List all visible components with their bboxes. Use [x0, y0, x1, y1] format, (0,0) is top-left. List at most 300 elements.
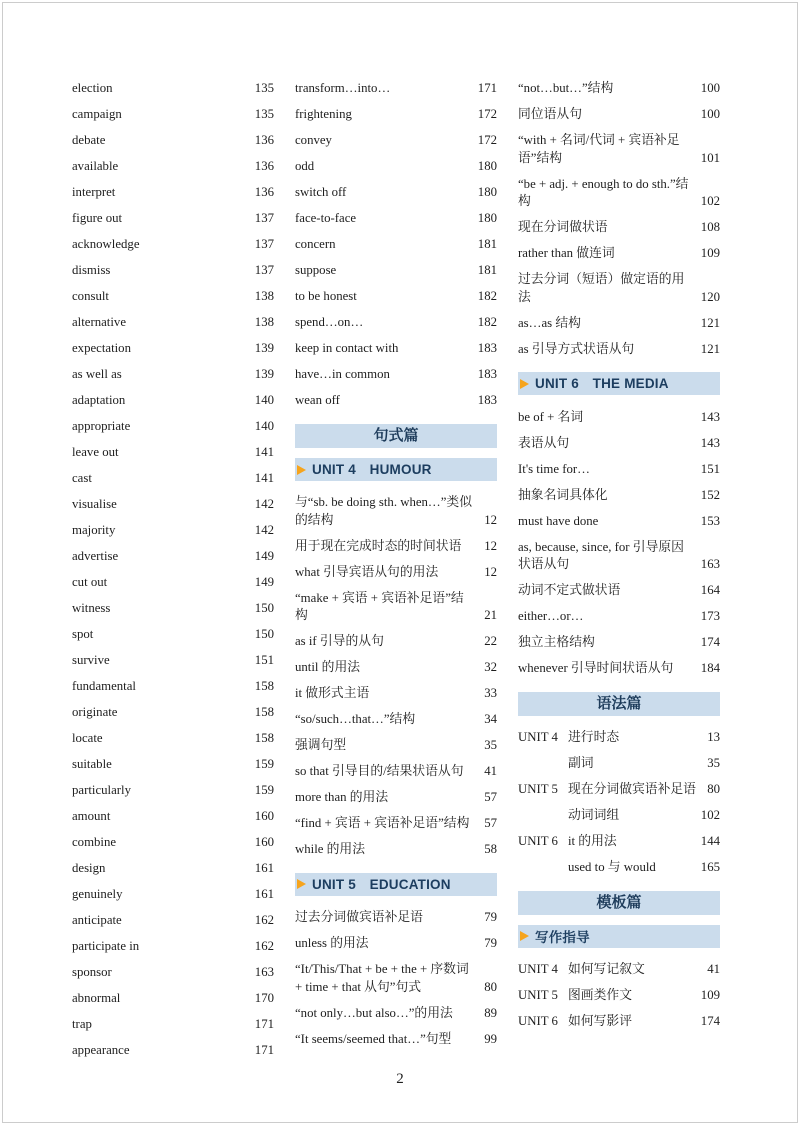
toc-grammar-row: [518, 725, 720, 751]
toc-entry: [295, 957, 497, 1000]
entry-page-number: 158: [254, 705, 274, 720]
section-header: 语法篇: [518, 692, 720, 716]
toc-grammar-row: [518, 957, 720, 983]
entry-page-number: 162: [254, 939, 274, 954]
entry-text: dismiss: [72, 263, 111, 278]
entry-text: consult: [72, 289, 109, 304]
entry-page-number: 13: [707, 729, 720, 744]
entry-page-number: 41: [707, 961, 720, 976]
entry-text: it 的用法: [568, 833, 617, 848]
toc-entry: [72, 908, 274, 934]
entry-page-number: 144: [700, 833, 720, 848]
entry-text: face-to-face: [295, 211, 357, 226]
toc-entry: [518, 171, 720, 214]
entry-text: odd: [295, 159, 315, 174]
toc-entry: [72, 362, 274, 388]
toc-entry: [72, 804, 274, 830]
entry-text: as…as 结构: [518, 315, 581, 330]
entry-text: combine: [72, 835, 117, 850]
unit-header: [518, 372, 720, 395]
entry-page-number: 182: [477, 315, 497, 330]
entry-page-number: 160: [254, 809, 274, 824]
toc-entry: [72, 882, 274, 908]
toc-entry: [295, 232, 497, 258]
entry-text: majority: [72, 523, 116, 538]
entry-page-number: 79: [484, 936, 497, 951]
toc-entry: [295, 785, 497, 811]
entry-page-number: 41: [484, 764, 497, 779]
entry-text: 强调句型: [295, 738, 347, 753]
toc-entry: [72, 336, 274, 362]
entry-text: appearance: [72, 1043, 130, 1058]
entry-text: 过去分词（短语）做定语的用法: [518, 272, 685, 304]
toc-entry: [518, 656, 720, 682]
toc-entry: [72, 492, 274, 518]
entry-text: survive: [72, 653, 110, 668]
entry-text: visualise: [72, 497, 117, 512]
toc-entry: [295, 759, 497, 785]
entry-page-number: 173: [700, 608, 720, 623]
unit-prefix: UNIT 4: [518, 729, 558, 744]
toc-entry: [295, 310, 497, 336]
section-header: 句式篇: [295, 424, 497, 448]
toc-entry: [295, 707, 497, 733]
toc-entry: [518, 630, 720, 656]
entry-text: have…in common: [295, 367, 390, 382]
entry-page-number: 182: [477, 289, 497, 304]
entry-page-number: 181: [477, 237, 497, 252]
entry-text: “be + adj. + enough to do sth.”结构: [518, 176, 689, 209]
entry-page-number: 165: [700, 859, 720, 874]
toc-entry: [295, 1000, 497, 1026]
toc-entry: [72, 622, 274, 648]
entry-text: interpret: [72, 185, 116, 200]
toc-entry: [72, 206, 274, 232]
entry-page-number: 143: [700, 409, 720, 424]
toc-entry: [518, 267, 720, 310]
entry-text: 如何写影评: [568, 1013, 632, 1028]
toc-columns: [72, 76, 720, 1064]
entry-page-number: 101: [700, 150, 720, 165]
entry-page-number: 99: [484, 1031, 497, 1046]
entry-text: particularly: [72, 783, 131, 798]
entry-page-number: 137: [254, 211, 274, 226]
entry-page-number: 139: [254, 341, 274, 356]
entry-page-number: 137: [254, 263, 274, 278]
entry-page-number: 184: [700, 660, 720, 675]
toc-grammar-row: [518, 855, 720, 881]
entry-page-number: 141: [254, 471, 274, 486]
toc-entry: [295, 336, 497, 362]
entry-text: as if 引导的从句: [295, 634, 384, 649]
entry-page-number: 160: [254, 835, 274, 850]
entry-text: advertise: [72, 549, 119, 564]
entry-page-number: 180: [477, 185, 497, 200]
entry-page-number: 161: [254, 861, 274, 876]
entry-page-number: 159: [254, 783, 274, 798]
toc-entry: [518, 482, 720, 508]
entry-text: 同位语从句: [518, 107, 582, 122]
entry-page-number: 151: [700, 461, 720, 476]
toc-grammar-row: [518, 777, 720, 803]
toc-column-1: [72, 76, 274, 1064]
toc-entry: [72, 1012, 274, 1038]
toc-entry: [72, 180, 274, 206]
toc-entry: [295, 681, 497, 707]
toc-entry: [295, 102, 497, 128]
toc-entry: [295, 206, 497, 232]
entry-text: alternative: [72, 315, 126, 330]
toc-entry: [72, 726, 274, 752]
toc-entry: [518, 578, 720, 604]
entry-page-number: 135: [254, 81, 274, 96]
entry-page-number: 135: [254, 107, 274, 122]
entry-text: as, because, since, for 引导原因状语从句: [518, 539, 684, 571]
entry-text: 与“sb. be doing sth. when…”类似的结构: [295, 495, 473, 527]
entry-page-number: 100: [700, 107, 720, 122]
entry-text: suitable: [72, 757, 112, 772]
arrow-icon: [520, 931, 529, 941]
unit-prefix: UNIT 6: [518, 833, 558, 848]
entry-text: sponsor: [72, 965, 112, 980]
toc-entry: [72, 752, 274, 778]
entry-page-number: 174: [700, 634, 720, 649]
entry-text: available: [72, 159, 119, 174]
entry-text: 独立主格结构: [518, 634, 595, 649]
toc-entry: [295, 655, 497, 681]
entry-text: locate: [72, 731, 103, 746]
entry-page-number: 35: [484, 738, 497, 753]
toc-entry: [72, 596, 274, 622]
entry-page-number: 80: [707, 781, 720, 796]
entry-page-number: 163: [254, 965, 274, 980]
entry-page-number: 183: [477, 341, 497, 356]
entry-text: switch off: [295, 185, 347, 200]
toc-entry: [295, 128, 497, 154]
entry-text: suppose: [295, 263, 337, 278]
unit-title: UNIT 6 THE MEDIA: [535, 376, 669, 392]
entry-text: spot: [72, 627, 94, 642]
entry-text: concern: [295, 237, 336, 252]
unit-title: UNIT 4 HUMOUR: [312, 462, 432, 477]
entry-page-number: 164: [700, 582, 720, 597]
toc-column-3: [518, 76, 720, 1064]
entry-page-number: 120: [700, 289, 720, 304]
toc-entry: [72, 414, 274, 440]
entry-text: fundamental: [72, 679, 136, 694]
entry-page-number: 181: [477, 263, 497, 278]
unit-prefix: UNIT 4: [518, 961, 558, 976]
entry-page-number: 150: [254, 601, 274, 616]
entry-text: adaptation: [72, 393, 126, 408]
toc-entry: [518, 310, 720, 336]
toc-entry: [72, 570, 274, 596]
section-header: 模板篇: [518, 891, 720, 915]
toc-entry: [295, 490, 497, 533]
entry-text: appropriate: [72, 419, 131, 434]
entry-page-number: 142: [254, 523, 274, 538]
toc-entry: [295, 284, 497, 310]
toc-entry: [295, 362, 497, 388]
entry-page-number: 180: [477, 211, 497, 226]
unit-title: 写作指导: [535, 930, 590, 946]
entry-text: “find + 宾语 + 宾语补足语”结构: [295, 816, 470, 831]
entry-page-number: 102: [700, 194, 720, 209]
entry-page-number: 172: [477, 133, 497, 148]
entry-text: more than 的用法: [295, 790, 389, 805]
entry-text: while 的用法: [295, 842, 366, 857]
entry-page-number: 80: [484, 979, 497, 994]
entry-page-number: 108: [700, 220, 720, 235]
entry-text: 现在分词做状语: [518, 220, 608, 235]
entry-text: 进行时态: [568, 729, 620, 744]
toc-entry: [72, 388, 274, 414]
entry-text: it 做形式主语: [295, 686, 370, 701]
entry-page-number: 158: [254, 679, 274, 694]
entry-text: trap: [72, 1017, 92, 1032]
entry-text: whenever 引导时间状语从句: [518, 660, 674, 675]
entry-text: cut out: [72, 575, 108, 590]
entry-text: leave out: [72, 445, 119, 460]
entry-text: 图画类作文: [568, 987, 632, 1002]
entry-page-number: 136: [254, 185, 274, 200]
toc-entry: [72, 648, 274, 674]
entry-page-number: 158: [254, 731, 274, 746]
toc-grammar-row: [518, 829, 720, 855]
toc-entry: [518, 76, 720, 102]
entry-page-number: 161: [254, 887, 274, 902]
toc-entry: [518, 241, 720, 267]
entry-text: 副词: [568, 755, 594, 770]
arrow-icon: [520, 379, 529, 389]
toc-entry: [295, 629, 497, 655]
entry-text: 动词词组: [568, 807, 620, 822]
entry-page-number: 109: [700, 246, 720, 261]
toc-entry: [518, 215, 720, 241]
entry-page-number: 12: [484, 538, 497, 553]
entry-text: 如何写记叙文: [568, 961, 645, 976]
entry-text: “make + 宾语 + 宾语补足语”结构: [295, 590, 464, 623]
entry-text: originate: [72, 705, 118, 720]
toc-entry: [72, 232, 274, 258]
toc-grammar-row: [518, 1009, 720, 1035]
entry-page-number: 109: [700, 987, 720, 1002]
toc-entry: [295, 931, 497, 957]
entry-text: “It seems/seemed that…”句型: [295, 1031, 452, 1046]
toc-entry: [72, 778, 274, 804]
toc-entry: [72, 856, 274, 882]
entry-text: keep in contact with: [295, 341, 399, 356]
entry-page-number: 89: [484, 1005, 497, 1020]
entry-text: acknowledge: [72, 237, 140, 252]
unit-prefix: UNIT 5: [518, 987, 558, 1002]
toc-entry: [295, 154, 497, 180]
toc-grammar-row: [518, 803, 720, 829]
entry-text: what 引导宾语从句的用法: [295, 564, 439, 579]
entry-text: design: [72, 861, 106, 876]
toc-entry: [295, 733, 497, 759]
toc-entry: [72, 544, 274, 570]
toc-entry: [518, 456, 720, 482]
entry-page-number: 153: [700, 513, 720, 528]
toc-grammar-row: [518, 983, 720, 1009]
toc-entry: [295, 905, 497, 931]
toc-entry: [295, 837, 497, 863]
unit-header: [518, 925, 720, 948]
toc-entry: [518, 430, 720, 456]
entry-text: unless 的用法: [295, 936, 369, 951]
entry-text: “with + 名词/代词 + 宾语补足语”结构: [518, 133, 680, 165]
toc-entry: [72, 960, 274, 986]
toc-entry: [295, 388, 497, 414]
entry-text: convey: [295, 133, 332, 148]
entry-page-number: 138: [254, 315, 274, 330]
entry-page-number: 149: [254, 549, 274, 564]
toc-column-2: [295, 76, 497, 1064]
entry-page-number: 152: [700, 487, 720, 502]
entry-text: anticipate: [72, 913, 122, 928]
entry-page-number: 35: [707, 755, 720, 770]
entry-page-number: 79: [484, 910, 497, 925]
entry-text: as well as: [72, 367, 122, 382]
entry-text: debate: [72, 133, 106, 148]
toc-entry: [295, 180, 497, 206]
toc-entry: [295, 258, 497, 284]
entry-page-number: 140: [254, 393, 274, 408]
entry-text: be of + 名词: [518, 409, 584, 424]
arrow-icon: [297, 465, 306, 475]
entry-page-number: 12: [484, 512, 497, 527]
entry-text: “It/This/That + be + the + 序数词 + time + that 从句”句式: [295, 962, 469, 994]
entry-text: to be honest: [295, 289, 357, 304]
entry-page-number: 139: [254, 367, 274, 382]
entry-text: frightening: [295, 107, 352, 122]
entry-page-number: 163: [700, 556, 720, 571]
unit-prefix: UNIT 5: [518, 781, 558, 796]
unit-header: [295, 873, 497, 896]
entry-text: participate in: [72, 939, 140, 954]
toc-entry: [295, 1026, 497, 1052]
toc-entry: [72, 1038, 274, 1064]
page-number: 2: [396, 1071, 404, 1087]
entry-page-number: 58: [484, 842, 497, 857]
toc-entry: [518, 336, 720, 362]
toc-entry: [72, 102, 274, 128]
entry-page-number: 171: [254, 1017, 274, 1032]
toc-entry: [72, 986, 274, 1012]
entry-page-number: 32: [484, 660, 497, 675]
entry-page-number: 102: [700, 807, 720, 822]
toc-entry: [518, 508, 720, 534]
entry-page-number: 171: [477, 81, 497, 96]
entry-text: transform…into…: [295, 81, 391, 96]
entry-page-number: 151: [254, 653, 274, 668]
toc-entry: [72, 310, 274, 336]
entry-text: as 引导方式状语从句: [518, 341, 635, 356]
entry-text: election: [72, 81, 113, 96]
toc-entry: [72, 76, 274, 102]
entry-text: cast: [72, 471, 92, 486]
entry-text: rather than 做连词: [518, 246, 615, 261]
entry-text: campaign: [72, 107, 122, 122]
arrow-icon: [297, 879, 306, 889]
entry-page-number: 12: [484, 564, 497, 579]
entry-page-number: 159: [254, 757, 274, 772]
entry-page-number: 136: [254, 159, 274, 174]
entry-text: 现在分词做宾语补足语: [568, 781, 696, 796]
toc-entry: [518, 534, 720, 577]
entry-page-number: 121: [700, 341, 720, 356]
toc-entry: [72, 440, 274, 466]
entry-text: 过去分词做宾语补足语: [295, 910, 423, 925]
entry-text: “not only…but also…”的用法: [295, 1005, 453, 1020]
toc-entry: [518, 404, 720, 430]
entry-page-number: 150: [254, 627, 274, 642]
toc-entry: [72, 674, 274, 700]
toc-entry: [295, 811, 497, 837]
entry-page-number: 100: [700, 81, 720, 96]
entry-text: wean off: [295, 393, 340, 408]
entry-page-number: 138: [254, 289, 274, 304]
entry-page-number: 34: [484, 712, 497, 727]
toc-grammar-row: [518, 751, 720, 777]
toc-entry: [295, 585, 497, 628]
unit-header: [295, 458, 497, 481]
entry-text: It's time for…: [518, 461, 590, 476]
entry-text: figure out: [72, 211, 123, 226]
entry-page-number: 142: [254, 497, 274, 512]
entry-text: expectation: [72, 341, 131, 356]
toc-entry: [72, 830, 274, 856]
entry-page-number: 21: [484, 608, 497, 623]
entry-text: 用于现在完成时态的时间状语: [295, 538, 462, 553]
entry-text: 动词不定式做状语: [518, 582, 621, 597]
entry-text: “not…but…”结构: [518, 81, 614, 96]
entry-text: genuinely: [72, 887, 123, 902]
entry-page-number: 33: [484, 686, 497, 701]
toc-entry: [518, 128, 720, 171]
entry-page-number: 180: [477, 159, 497, 174]
entry-page-number: 172: [477, 107, 497, 122]
entry-page-number: 57: [484, 816, 497, 831]
unit-prefix: UNIT 6: [518, 1013, 558, 1028]
entry-text: witness: [72, 601, 111, 616]
toc-entry: [72, 258, 274, 284]
entry-page-number: 57: [484, 790, 497, 805]
entry-page-number: 149: [254, 575, 274, 590]
entry-text: must have done: [518, 513, 599, 528]
entry-page-number: 140: [254, 419, 274, 434]
entry-page-number: 171: [254, 1043, 274, 1058]
entry-page-number: 137: [254, 237, 274, 252]
toc-entry: [72, 934, 274, 960]
entry-page-number: 162: [254, 913, 274, 928]
toc-entry: [72, 128, 274, 154]
entry-page-number: 183: [477, 367, 497, 382]
entry-text: “so/such…that…”结构: [295, 712, 416, 727]
toc-entry: [72, 518, 274, 544]
unit-title: UNIT 5 EDUCATION: [312, 876, 451, 892]
entry-text: 表语从句: [518, 435, 570, 450]
entry-page-number: 143: [700, 435, 720, 450]
entry-page-number: 22: [484, 634, 497, 649]
entry-page-number: 183: [477, 393, 497, 408]
entry-page-number: 136: [254, 133, 274, 148]
entry-text: spend…on…: [295, 315, 364, 330]
entry-page-number: 174: [700, 1013, 720, 1028]
toc-entry: [295, 559, 497, 585]
toc-entry: [72, 466, 274, 492]
